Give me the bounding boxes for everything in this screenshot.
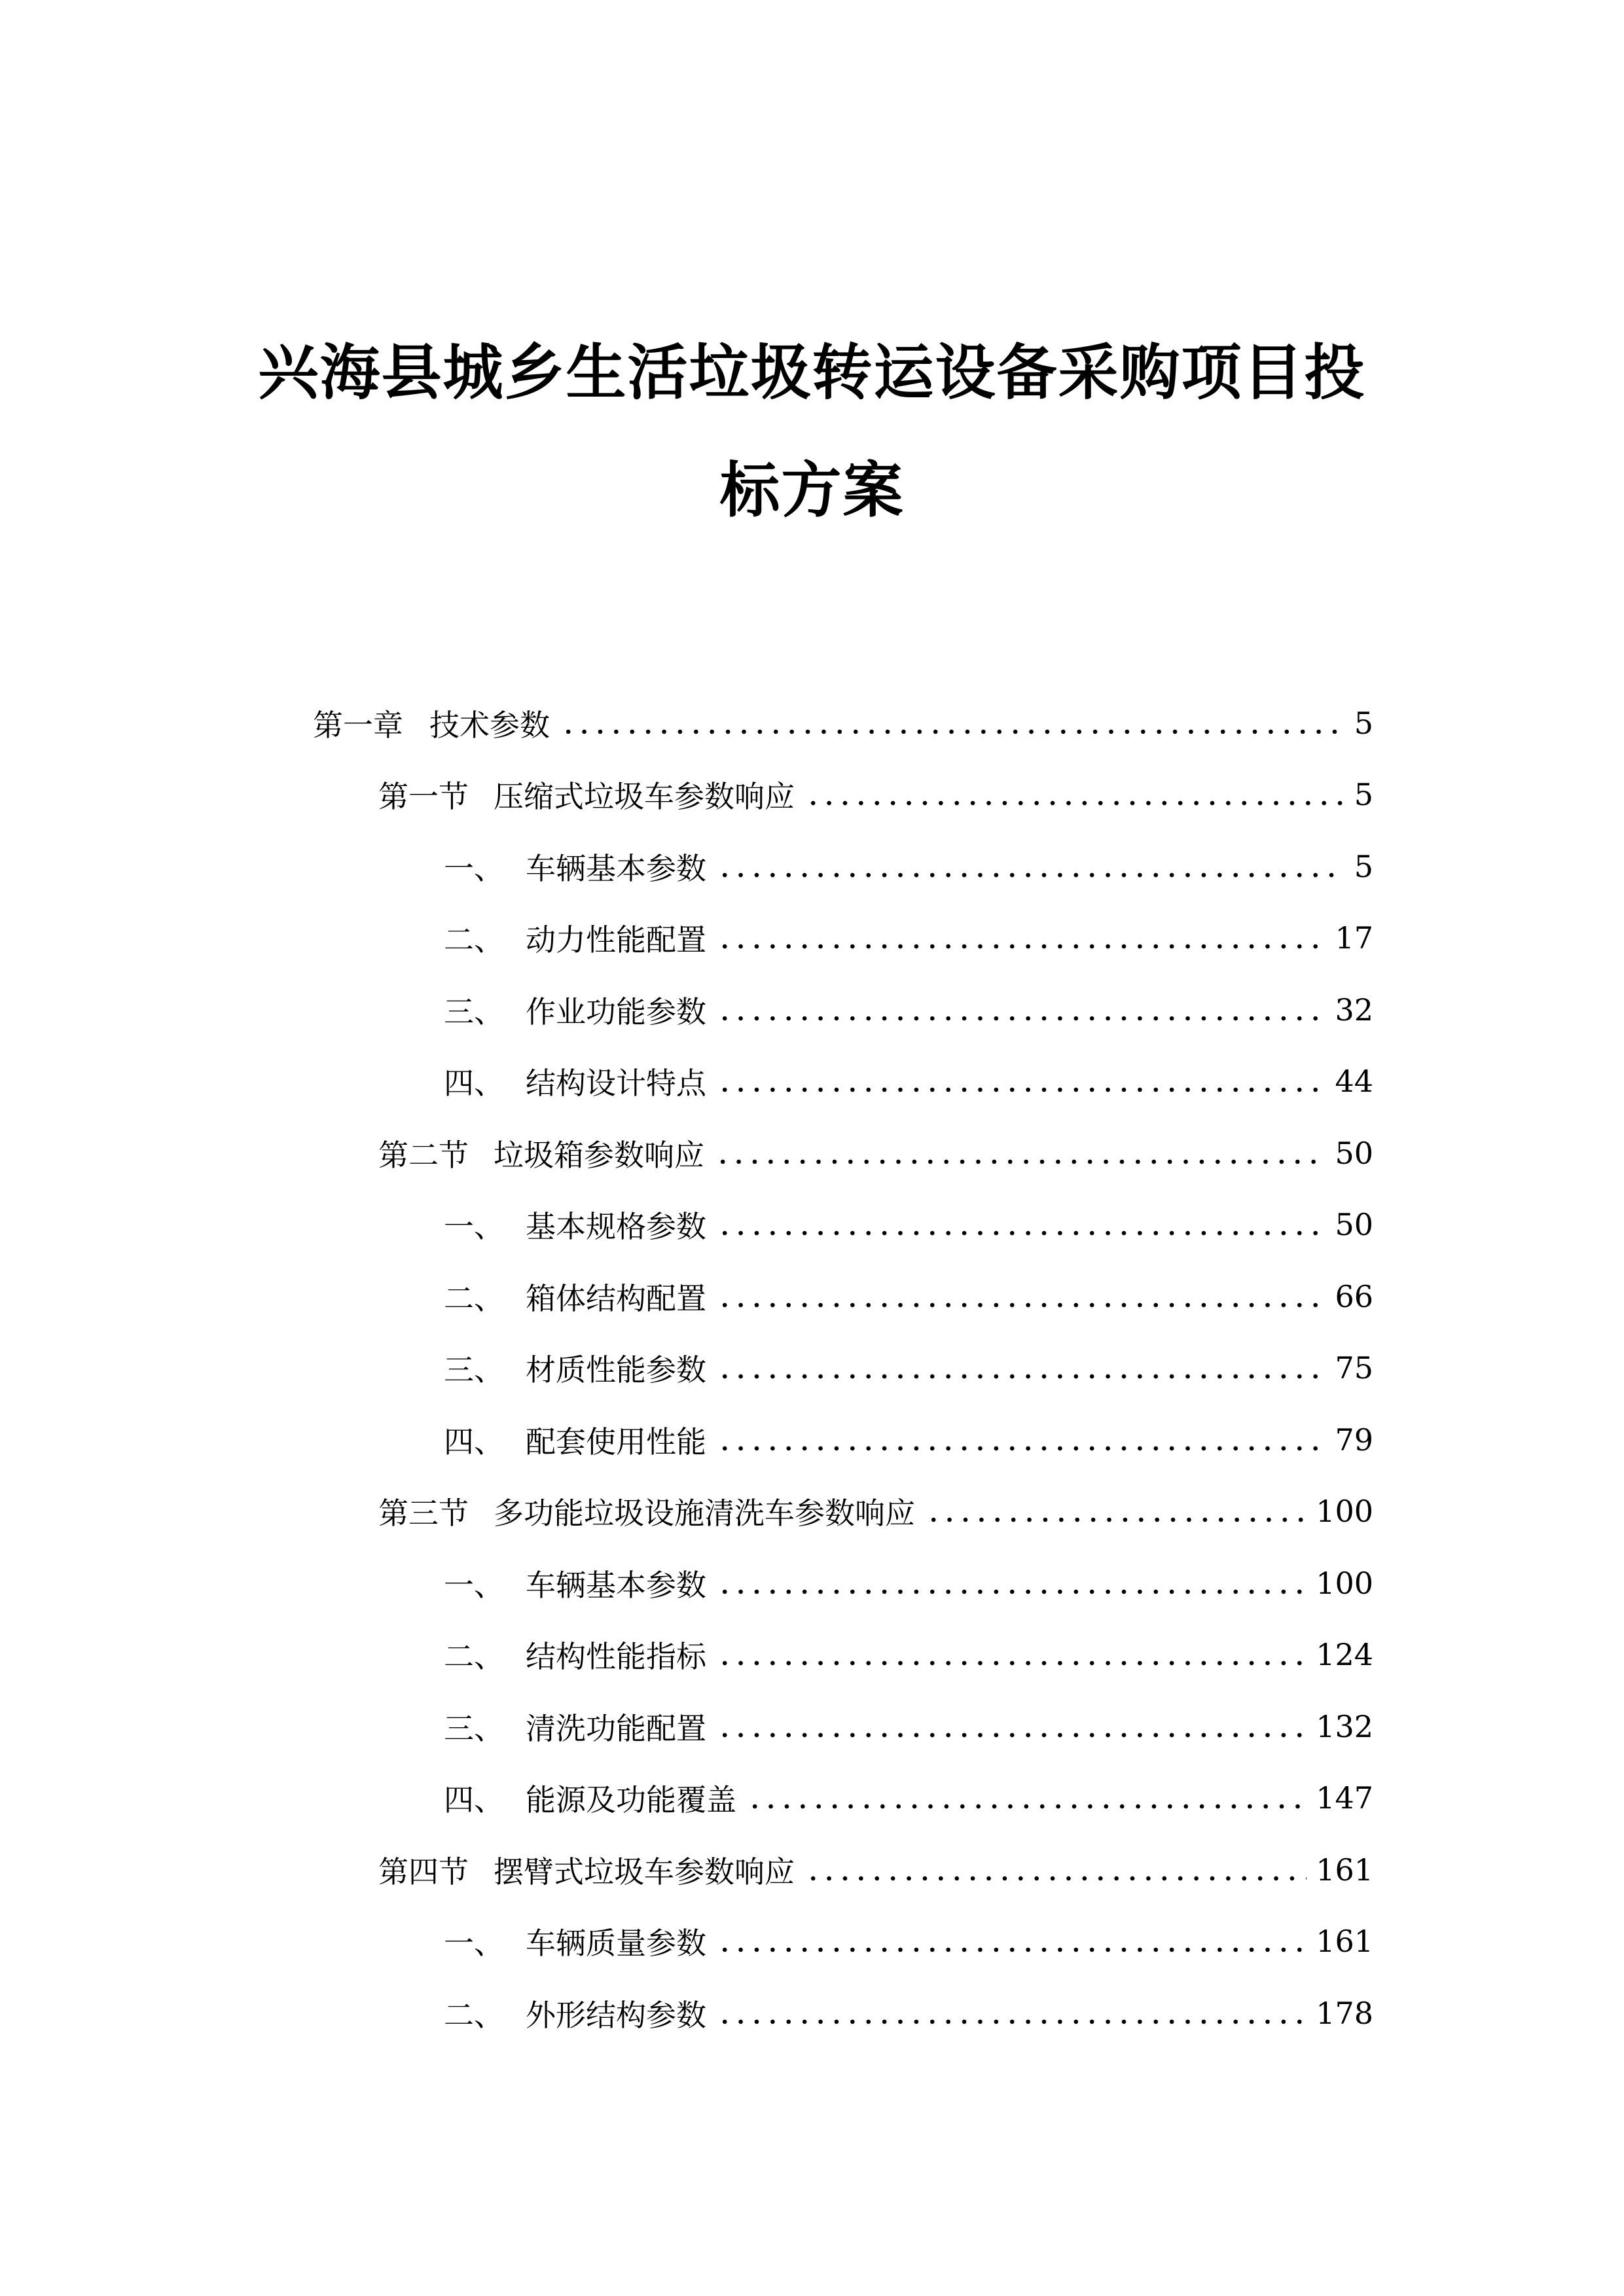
toc-entry[interactable] bbox=[313, 1619, 1373, 1691]
toc-entry-text bbox=[444, 988, 714, 1031]
toc-dot-leader bbox=[714, 1070, 1326, 1100]
title-line-1: 兴海县城乡生活垃圾转运设备采购项目投 bbox=[258, 338, 1366, 408]
toc-page-number: 132 bbox=[1316, 1708, 1373, 1744]
toc-entry-number: 三、 bbox=[444, 1710, 504, 1746]
toc-page-number: 50 bbox=[1335, 1135, 1373, 1171]
toc-entry-text bbox=[444, 1562, 714, 1605]
toc-entry-text bbox=[444, 1275, 714, 1318]
toc-page-number: 32 bbox=[1335, 992, 1373, 1028]
toc-entry-text bbox=[444, 845, 714, 888]
toc-entry-label: 压缩式垃圾车参数响应 bbox=[494, 779, 795, 815]
toc-entry-label: 结构性能指标 bbox=[526, 1639, 706, 1675]
toc-page-number: 17 bbox=[1335, 920, 1373, 956]
toc-dot-leader bbox=[923, 1500, 1307, 1530]
toc-page-number: 178 bbox=[1316, 1995, 1373, 2031]
toc-entry[interactable] bbox=[313, 831, 1373, 903]
toc-page-number: 161 bbox=[1316, 1852, 1373, 1888]
toc-entry-number: 二、 bbox=[444, 1280, 504, 1316]
toc-entry-label: 垃圾箱参数响应 bbox=[494, 1137, 704, 1173]
toc-entry[interactable] bbox=[313, 759, 1373, 831]
toc-entry[interactable] bbox=[313, 1046, 1373, 1118]
toc-page-number: 66 bbox=[1335, 1278, 1373, 1314]
toc-entry[interactable] bbox=[313, 1189, 1373, 1261]
toc-entry-label: 结构设计特点 bbox=[526, 1066, 706, 1102]
toc-entry-number: 一、 bbox=[444, 1926, 504, 1962]
toc-entry-number: 三、 bbox=[444, 1352, 504, 1388]
toc-dot-leader bbox=[714, 1643, 1307, 1674]
toc-page-number: 5 bbox=[1354, 777, 1373, 813]
toc-entry-text bbox=[313, 702, 558, 745]
toc-dot-leader bbox=[714, 1213, 1326, 1244]
toc-entry[interactable] bbox=[313, 1476, 1373, 1548]
toc-entry-label: 外形结构参数 bbox=[526, 1997, 706, 2033]
toc-dot-leader bbox=[714, 1357, 1326, 1387]
table-of-contents bbox=[313, 687, 1373, 2049]
toc-entry-number: 四、 bbox=[444, 1424, 504, 1460]
toc-page-number: 100 bbox=[1316, 1565, 1373, 1601]
toc-dot-leader bbox=[714, 1429, 1326, 1459]
toc-entry-number: 一、 bbox=[444, 850, 504, 886]
toc-entry-label: 技术参数 bbox=[429, 707, 550, 743]
toc-dot-leader bbox=[714, 1572, 1307, 1602]
toc-entry[interactable] bbox=[313, 903, 1373, 975]
toc-page-number: 161 bbox=[1316, 1924, 1373, 1960]
toc-entry[interactable] bbox=[313, 1333, 1373, 1405]
toc-entry-number: 二、 bbox=[444, 1639, 504, 1675]
toc-page-number: 124 bbox=[1316, 1637, 1373, 1673]
toc-dot-leader bbox=[714, 1285, 1326, 1316]
toc-dot-leader bbox=[803, 783, 1345, 814]
title-line-2: 标方案 bbox=[719, 456, 905, 526]
toc-entry-number: 一、 bbox=[444, 1209, 504, 1245]
toc-entry[interactable] bbox=[313, 1547, 1373, 1619]
toc-entry-label: 材质性能参数 bbox=[526, 1352, 706, 1388]
toc-dot-leader bbox=[558, 712, 1345, 742]
toc-entry-label: 配套使用性能 bbox=[526, 1424, 706, 1460]
toc-entry-label: 车辆基本参数 bbox=[526, 850, 706, 886]
toc-page-number: 79 bbox=[1335, 1422, 1373, 1458]
toc-entry[interactable] bbox=[313, 687, 1373, 759]
toc-dot-leader bbox=[714, 855, 1345, 886]
toc-entry-label: 车辆质量参数 bbox=[526, 1926, 706, 1962]
toc-page-number: 100 bbox=[1316, 1494, 1373, 1530]
toc-page-number: 50 bbox=[1335, 1207, 1373, 1243]
toc-entry-number: 第一节 bbox=[378, 779, 469, 815]
toc-entry-number: 二、 bbox=[444, 1997, 504, 2033]
document-title bbox=[0, 314, 1624, 550]
toc-entry-number: 第二节 bbox=[378, 1137, 469, 1173]
toc-entry[interactable] bbox=[313, 1117, 1373, 1189]
toc-page-number: 147 bbox=[1316, 1780, 1373, 1816]
toc-page-number: 5 bbox=[1354, 848, 1373, 884]
toc-entry[interactable] bbox=[313, 1691, 1373, 1763]
toc-entry-label: 清洗功能配置 bbox=[526, 1710, 706, 1746]
toc-entry-text bbox=[444, 1346, 714, 1390]
toc-entry-number: 第四节 bbox=[378, 1854, 469, 1890]
toc-dot-leader bbox=[803, 1859, 1307, 1889]
toc-page-number: 75 bbox=[1335, 1350, 1373, 1386]
toc-entry-text bbox=[444, 1203, 714, 1246]
toc-entry-text bbox=[444, 1776, 744, 1820]
toc-entry-text bbox=[378, 773, 803, 816]
toc-dot-leader bbox=[714, 1715, 1307, 1746]
toc-entry-text bbox=[378, 1848, 803, 1892]
toc-entry-number: 一、 bbox=[444, 1567, 504, 1603]
toc-entry-text bbox=[444, 916, 714, 960]
toc-dot-leader bbox=[744, 1787, 1307, 1817]
toc-entry-label: 能源及功能覆盖 bbox=[526, 1782, 736, 1818]
toc-page-number: 5 bbox=[1354, 705, 1373, 741]
toc-entry[interactable] bbox=[313, 1906, 1373, 1978]
toc-entry[interactable] bbox=[313, 1261, 1373, 1333]
toc-entry-text bbox=[378, 1132, 712, 1175]
toc-entry-text bbox=[444, 1920, 714, 1963]
toc-entry-text bbox=[444, 1633, 714, 1676]
toc-entry-number: 第一章 bbox=[313, 707, 403, 743]
toc-dot-leader bbox=[712, 1142, 1326, 1172]
toc-entry[interactable] bbox=[313, 1404, 1373, 1476]
toc-entry[interactable] bbox=[313, 1834, 1373, 1906]
toc-entry-label: 动力性能配置 bbox=[526, 922, 706, 958]
toc-entry-label: 基本规格参数 bbox=[526, 1209, 706, 1245]
toc-entry-label: 作业功能参数 bbox=[526, 994, 706, 1030]
toc-dot-leader bbox=[714, 999, 1326, 1029]
toc-entry-text bbox=[444, 1418, 714, 1462]
toc-entry-number: 四、 bbox=[444, 1066, 504, 1102]
toc-dot-leader bbox=[714, 927, 1326, 957]
toc-entry-number: 第三节 bbox=[378, 1496, 469, 1532]
toc-entry[interactable] bbox=[313, 974, 1373, 1046]
toc-entry[interactable] bbox=[313, 1977, 1373, 2049]
toc-entry-text bbox=[444, 1060, 714, 1103]
toc-entry-number: 三、 bbox=[444, 994, 504, 1030]
toc-entry-number: 四、 bbox=[444, 1782, 504, 1818]
toc-entry-label: 摆臂式垃圾车参数响应 bbox=[494, 1854, 795, 1890]
toc-entry-text bbox=[378, 1490, 923, 1533]
toc-entry-label: 箱体结构配置 bbox=[526, 1280, 706, 1316]
toc-entry-label: 车辆基本参数 bbox=[526, 1567, 706, 1603]
toc-entry-text bbox=[444, 1705, 714, 1748]
toc-page-number: 44 bbox=[1335, 1064, 1373, 1100]
toc-dot-leader bbox=[714, 1930, 1307, 1960]
toc-dot-leader bbox=[714, 2002, 1307, 2032]
toc-entry[interactable] bbox=[313, 1763, 1373, 1835]
toc-entry-number: 二、 bbox=[444, 922, 504, 958]
toc-entry-text bbox=[444, 1992, 714, 2035]
toc-entry-label: 多功能垃圾设施清洗车参数响应 bbox=[494, 1496, 915, 1532]
